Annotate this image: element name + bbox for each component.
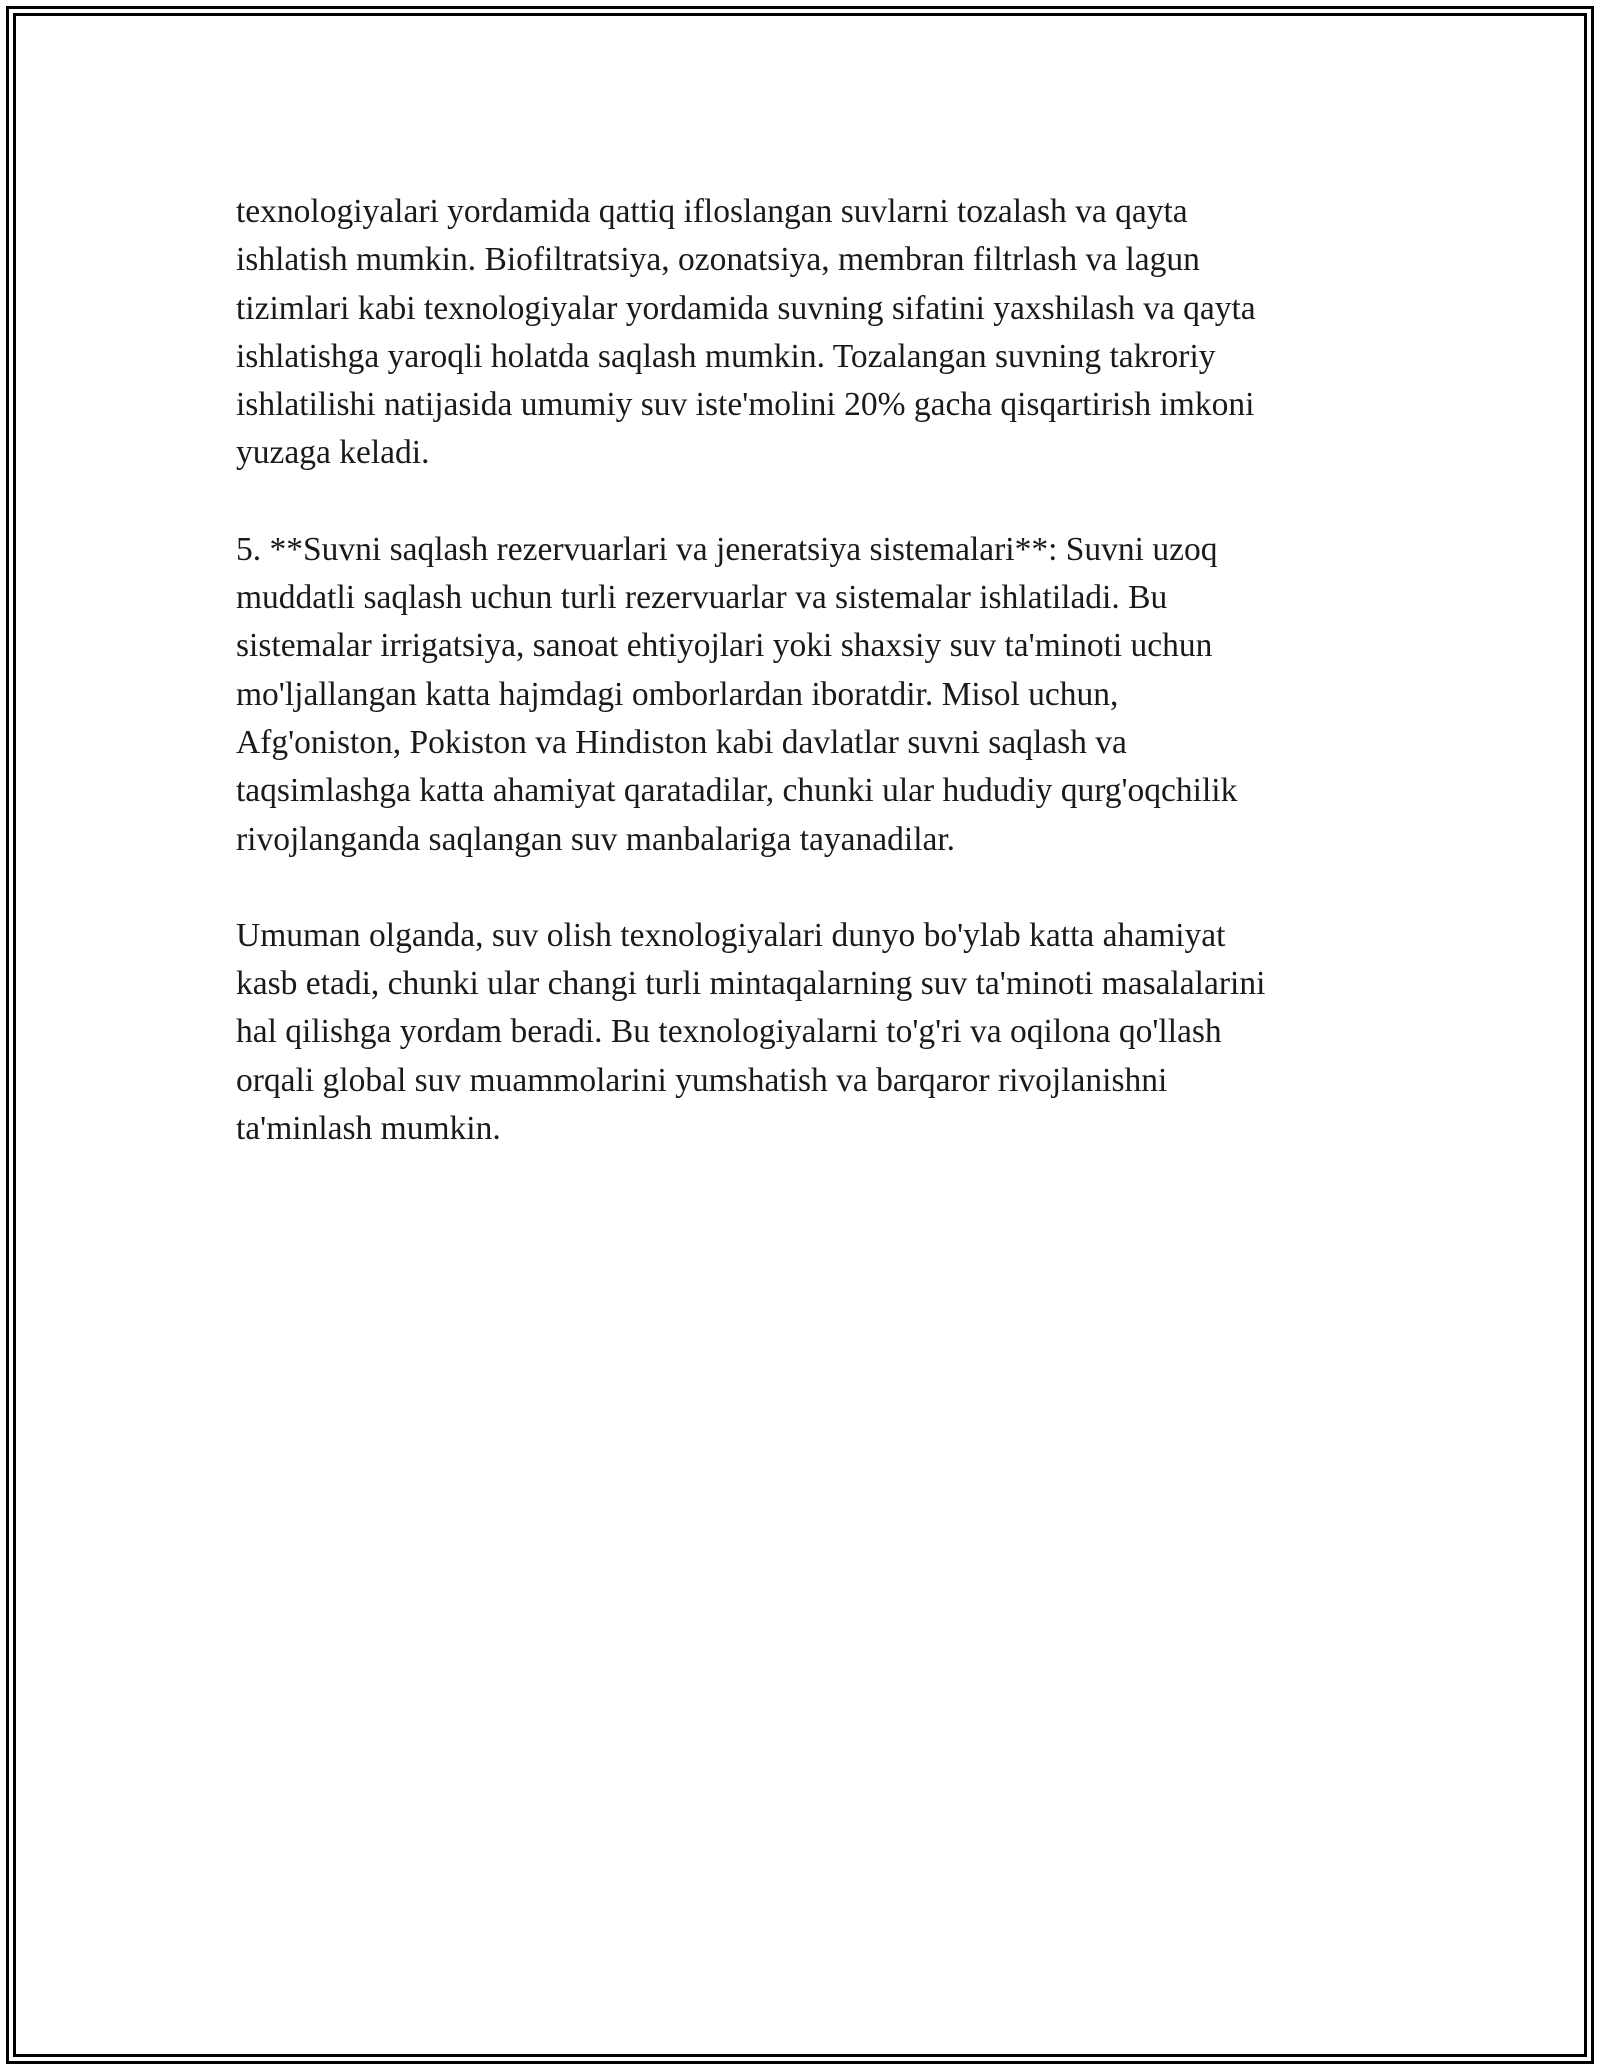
paragraph-water-treatment: texnologiyalari yordamida qattiq ifloslangan suvlarni tozalash va qayta ishlatish mumkin. Biofiltratsiya, ozonatsiya, membran filtrlash va lagun tizimlari kabi texnologiyalar yordamida suvning sifatini yaxshilash va qayta ishlatishga yaroqli holatda saqlash mumkin. Tozalangan suvning takroriy ishlatilishi natijasida umumiy suv iste'molini 20% gacha qisqartirish imkoni yuzaga keladi. [236, 193, 1256, 472]
paragraph-conclusion: Umuman olganda, suv olish texnologiyalari dunyo bo'ylab katta ahamiyat kasb etadi, chunki ular changi turli mintaqalarning suv ta'minoti masalalarini hal qilishga yordam beradi. Bu texnologiyalarni to'g'ri va oqilona qo'llash orqali global suv muammolarini yumshatish va barqaror rivojlanishni ta'minlash mumkin. [236, 916, 1266, 1148]
paragraph-water-storage: 5. **Suvni saqlash rezervuarlari va jeneratsiya sistemalari**: Suvni uzoq muddatli saqlash uchun turli rezervuarlar va sistemalar ishlatiladi. Bu sistemalar irrigatsiya, sanoat ehtiyojlari yoki shaxsiy suv ta'minoti uchun mo'ljallangan katta hajmdagi omborlardan iboratdir. Misol uchun, Afg'oniston, Pokiston va Hindiston kabi davlatlar suvni saqlash va taqsimlashga katta ahamiyat qaratadilar, chunki ular hududiy qurg'oqchilik rivojlanganda saqlangan suv manbalariga tayanadilar. [236, 530, 1238, 858]
document-body [236, 188, 1386, 1201]
